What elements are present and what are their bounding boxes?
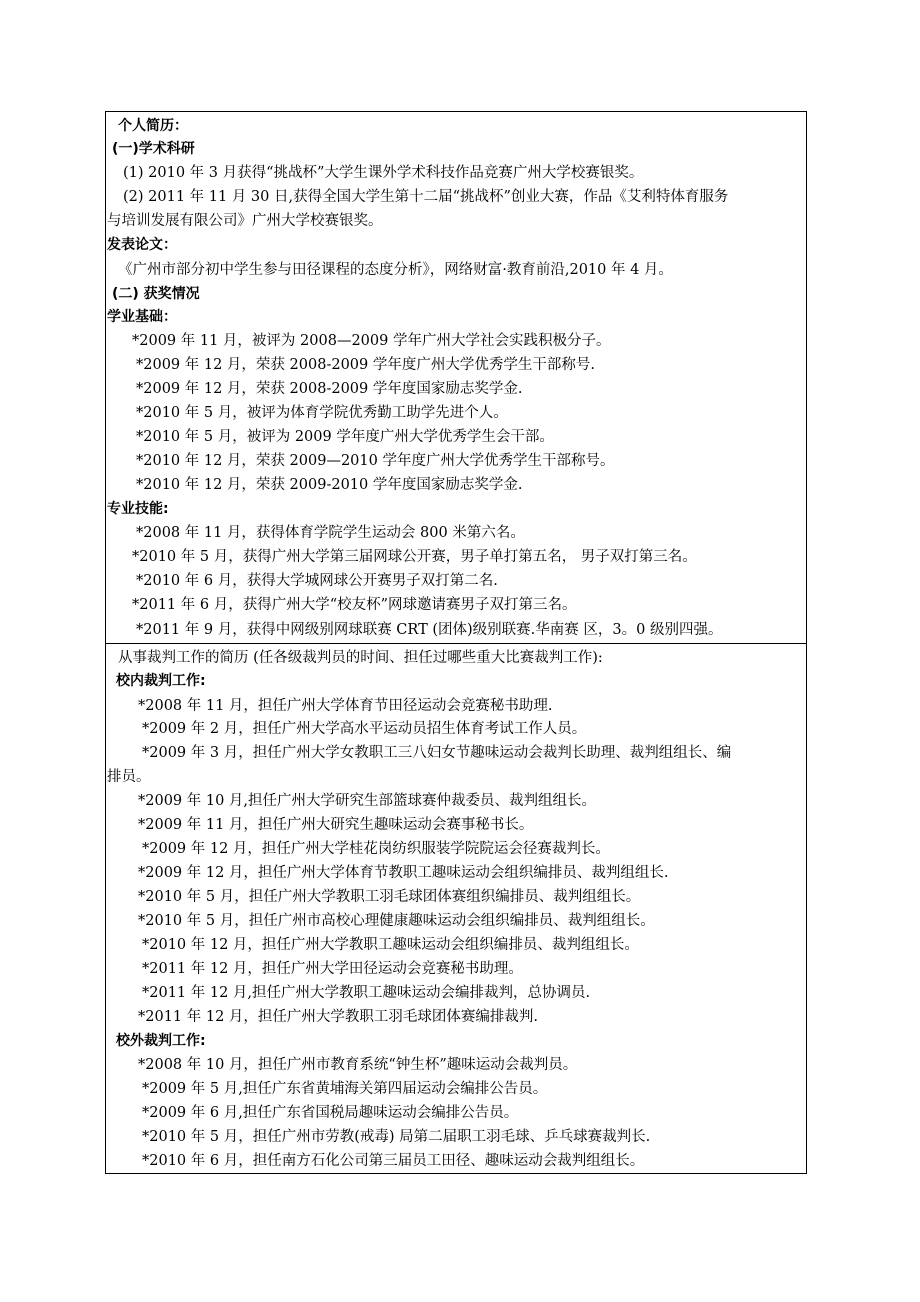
campus-item: *2011 年 12 月，担任广州大学田径运动会竞赛秘书助理。 (142, 961, 523, 977)
external-item: *2010 年 6 月，担任南方石化公司第三届员工田径、趣味运动会裁判组组长。 (142, 1153, 645, 1169)
academic-research-heading: (一)学术科研 (112, 141, 195, 157)
external-item: *2010 年 5 月，担任广州市劳教(戒毒) 局第二届职工羽毛球、乒乓球赛裁判长. (142, 1129, 651, 1145)
campus-item: *2009 年 10 月,担任广州大学研究生部篮球赛仲裁委员、裁判组组长。 (138, 793, 597, 809)
skill-item: *2008 年 11 月，获得体育学院学生运动会 800 米第六名。 (136, 525, 525, 541)
campus-item: *2009 年 12 月，担任广州大学桂花岗纺织服装学院院运会径赛裁判长。 (142, 841, 610, 857)
campus-referee-heading: 校内裁判工作: (116, 673, 206, 689)
campus-item: *2008 年 11 月，担任广州大学体育节田径运动会竞赛秘书助理. (138, 698, 553, 714)
campus-item: *2009 年 12 月，担任广州大学体育节教职工趣味运动会组织编排员、裁判组组长. (138, 865, 669, 881)
award-item: *2010 年 5 月，被评为 2009 学年度广州大学优秀学生会干部。 (136, 429, 554, 445)
referee-section-box (105, 643, 807, 1174)
academic-foundation-heading: 学业基础： (107, 309, 177, 325)
resume-title: 个人简历： (118, 118, 188, 134)
award-item: *2010 年 12 月，荣获 2009-2010 学年度国家励志奖学金. (136, 477, 523, 493)
skills-heading: 专业技能: (107, 501, 169, 517)
external-referee-heading: 校外裁判工作: (116, 1033, 206, 1049)
award-item: *2010 年 12 月，荣获 2009—2010 学年度广州大学优秀学生干部称号。 (136, 453, 615, 469)
skill-item: *2011 年 6 月，获得广州大学“校友杯”网球邀请赛男子双打第三名。 (132, 597, 577, 613)
academic-item: (1) 2010 年 3 月获得“挑战杯”大学生课外学术科技作品竞赛广州大学校赛银奖。 (123, 165, 644, 181)
award-item: *2009 年 12 月，荣获 2008-2009 学年度广州大学优秀学生干部称号. (136, 357, 595, 373)
external-item: *2009 年 6 月,担任广东省国税局趣味运动会编排公告员。 (142, 1105, 519, 1121)
external-item: *2008 年 10 月，担任广州市教育系统“钟生杯”趣味运动会裁判员。 (138, 1057, 578, 1073)
papers-heading: 发表论文： (107, 237, 177, 253)
award-item: *2010 年 5 月，被评为体育学院优秀勤工助学先进个人。 (136, 405, 508, 421)
awards-heading: (二) 获奖情况 (112, 286, 200, 302)
referee-intro: 从事裁判工作的简历 (任各级裁判员的时间、担任过哪些重大比赛裁判工作): (118, 650, 603, 666)
resume-section-box (105, 111, 807, 644)
award-item: *2009 年 12 月，荣获 2008-2009 学年度国家励志奖学金. (136, 381, 523, 397)
campus-item: *2010 年 12 月，担任广州大学教职工趣味运动会组织编排员、裁判组组长。 (142, 937, 639, 953)
skill-item: *2010 年 6 月，获得大学城网球公开赛男子双打第二名. (136, 573, 498, 589)
campus-item: *2009 年 11 月，担任广州大研究生趣味运动会赛事秘书长。 (138, 817, 534, 833)
skill-item: *2011 年 9 月，获得中网级别网球联赛 CRT (团体)级别联赛.华南赛 区，3。0 级别四强。 (136, 622, 723, 638)
external-item: *2009 年 5 月,担任广东省黄埔海关第四届运动会编排公告员。 (142, 1081, 548, 1097)
academic-item: 与培训发展有限公司》广州大学校赛银奖。 (107, 213, 383, 229)
campus-item: *2011 年 12 月，担任广州大学教职工羽毛球团体赛编排裁判. (138, 1009, 539, 1025)
campus-item: *2011 年 12 月,担任广州大学教职工趣味运动会编排裁判，总协调员. (142, 985, 591, 1001)
award-item: *2009 年 11 月，被评为 2008—2009 学年广州大学社会实践积极分子。 (132, 333, 611, 349)
campus-item: *2009 年 3 月，担任广州大学女教职工三八妇女节趣味运动会裁判长助理、裁判组组长、编 (142, 745, 732, 761)
campus-item: *2010 年 5 月，担任广州大学教职工羽毛球团体赛组织编排员、裁判组组长。 (138, 889, 641, 905)
campus-item: *2009 年 2 月，担任广州大学高水平运动员招生体育考试工作人员。 (142, 721, 587, 737)
campus-item: *2010 年 5 月，担任广州市高校心理健康趣味运动会组织编排员、裁判组组长。 (138, 913, 655, 929)
academic-item: (2) 2011 年 11 月 30 日,获得全国大学生第十二届“挑战杯”创业大赛，作品《艾利特体育服务 (123, 189, 729, 205)
skill-item: *2010 年 5 月，获得广州大学第三届网球公开赛，男子单打第五名， 男子双打第三名。 (132, 549, 697, 565)
campus-item: 排员。 (107, 769, 151, 785)
paper-item: 《广州市部分初中学生参与田径课程的态度分析》，网络财富·教育前沿,2010 年 4 月。 (118, 262, 673, 278)
